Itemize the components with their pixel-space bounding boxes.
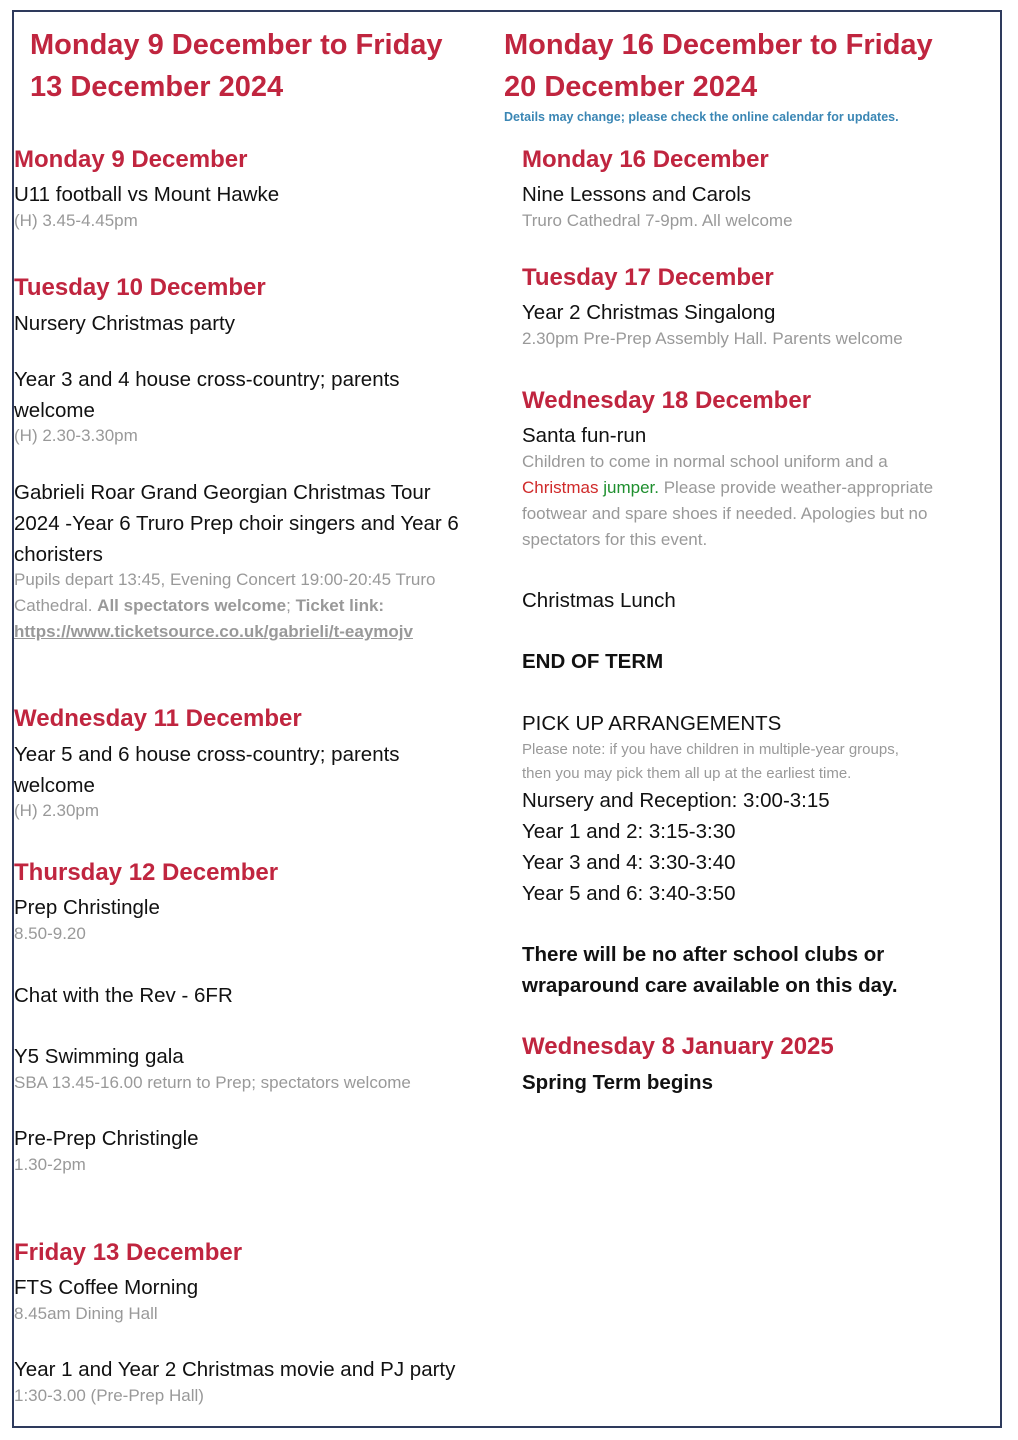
event-title-line: Year 5 and 6 house cross-country; parents — [14, 743, 400, 766]
event-title-line: choristers — [14, 543, 103, 566]
event-title: Chat with the Rev - 6FR — [14, 984, 233, 1007]
week-title-line: 13 December 2024 — [30, 71, 284, 103]
day-heading-tuesday: Tuesday 10 December — [14, 274, 266, 301]
event-title: Nursery Christmas party — [14, 312, 235, 335]
event-title: Santa fun-run — [522, 424, 647, 447]
detail-text: ; — [286, 596, 296, 615]
event-detail-line: footwear and spare shoes if needed. Apologies but no — [522, 504, 928, 523]
end-of-term: END OF TERM — [522, 650, 664, 673]
pickup-time: Year 1 and 2: 3:15-3:30 — [522, 820, 736, 843]
event-title: Pre-Prep Christingle — [14, 1127, 199, 1150]
detail-text: Please provide weather-appropriate — [659, 478, 934, 497]
week-title-line: 20 December 2024 — [504, 71, 758, 103]
event-detail: 1:30-3.00 (Pre-Prep Hall) — [14, 1386, 204, 1405]
event-title: Y5 Swimming gala — [14, 1045, 184, 1068]
page-frame — [12, 10, 1002, 1428]
event-detail — [522, 449, 992, 553]
event-title: Spring Term begins — [522, 1071, 713, 1094]
event-title: Year 1 and Year 2 Christmas movie and PJ party — [14, 1358, 456, 1381]
event-title: FTS Coffee Morning — [14, 1276, 199, 1299]
event-title — [14, 364, 494, 426]
event-detail: Truro Cathedral 7-9pm. All welcome — [522, 211, 793, 230]
event-title-line: 2024 -Year 6 Truro Prep choir singers and Year 6 — [14, 512, 459, 535]
no-clubs-line: There will be no after school clubs or — [522, 943, 885, 966]
event-title: U11 football vs Mount Hawke — [14, 183, 280, 206]
pickup-note — [522, 738, 992, 786]
detail-text: Cathedral. — [14, 596, 98, 615]
event-detail: SBA 13.45-16.00 return to Prep; spectators welcome — [14, 1073, 411, 1092]
event-detail: (H) 2.30pm — [14, 801, 100, 820]
detail-emphasis: All spectators welcome — [97, 596, 287, 615]
week-title-left — [30, 24, 443, 108]
day-heading-thursday: Thursday 12 December — [14, 859, 279, 886]
day-heading-wednesday: Wednesday 11 December — [14, 705, 302, 732]
day-heading-friday: Friday 13 December — [14, 1239, 243, 1266]
event-detail: (H) 2.30-3.30pm — [14, 426, 138, 445]
pickup-heading: PICK UP ARRANGEMENTS — [522, 712, 782, 735]
ticket-link[interactable]: https://www.ticketsource.co.uk/gabrieli/t-eaymojv — [14, 622, 413, 641]
pickup-note-line: then you may pick them all up at the earliest time. — [522, 765, 852, 782]
detail-emphasis: Ticket link: — [295, 596, 385, 615]
event-title-line: Gabrieli Roar Grand Georgian Christmas Tour — [14, 481, 431, 504]
update-note: Details may change; please check the online calendar for updates. — [504, 110, 899, 124]
day-heading-monday: Monday 9 December — [14, 146, 248, 173]
event-title — [14, 477, 509, 570]
jumper-word: jumper. — [603, 478, 659, 497]
pickup-time: Year 3 and 4: 3:30-3:40 — [522, 851, 736, 874]
event-detail: 8.50-9.20 — [14, 924, 86, 943]
pickup-note-line: Please note: if you have children in multiple-year groups, — [522, 741, 899, 758]
event-detail-line: Pupils depart 13:45, Evening Concert 19:00-20:45 Truro — [14, 570, 436, 589]
day-heading-wednesday: Wednesday 18 December — [522, 387, 812, 414]
event-title-line: welcome — [14, 399, 95, 422]
event-title: Year 2 Christmas Singalong — [522, 301, 776, 324]
week-title-right — [504, 24, 933, 108]
event-detail: (H) 3.45-4.45pm — [14, 211, 138, 230]
event-title — [14, 739, 494, 801]
event-title: Nine Lessons and Carols — [522, 183, 752, 206]
event-detail-line — [14, 619, 509, 645]
event-title: Christmas Lunch — [522, 589, 676, 612]
event-title-line: welcome — [14, 774, 95, 797]
event-detail — [14, 567, 509, 645]
event-detail-line: spectators for this event. — [522, 530, 708, 549]
pickup-list — [522, 785, 830, 909]
week-title-line: Monday 16 December to Friday — [504, 29, 933, 61]
event-detail: 2.30pm Pre-Prep Assembly Hall. Parents welcome — [522, 329, 903, 348]
no-clubs-line: wraparound care available on this day. — [522, 974, 898, 997]
event-title-line: Year 3 and 4 house cross-country; parents — [14, 368, 400, 391]
no-clubs-notice — [522, 939, 992, 1001]
day-heading-next-term: Wednesday 8 January 2025 — [522, 1033, 834, 1060]
week-title-line: Monday 9 December to Friday — [30, 29, 443, 61]
event-detail: 1.30-2pm — [14, 1155, 86, 1174]
christmas-word: Christmas — [522, 478, 599, 497]
day-heading-tuesday: Tuesday 17 December — [522, 264, 774, 291]
event-title: Prep Christingle — [14, 896, 160, 919]
event-detail-line: Children to come in normal school uniform and a — [522, 452, 888, 471]
event-detail: 8.45am Dining Hall — [14, 1304, 158, 1323]
pickup-time: Nursery and Reception: 3:00-3:15 — [522, 789, 830, 812]
pickup-time: Year 5 and 6: 3:40-3:50 — [522, 882, 736, 905]
day-heading-monday: Monday 16 December — [522, 146, 769, 173]
event-detail-line — [522, 475, 992, 501]
event-detail-line — [14, 593, 509, 619]
